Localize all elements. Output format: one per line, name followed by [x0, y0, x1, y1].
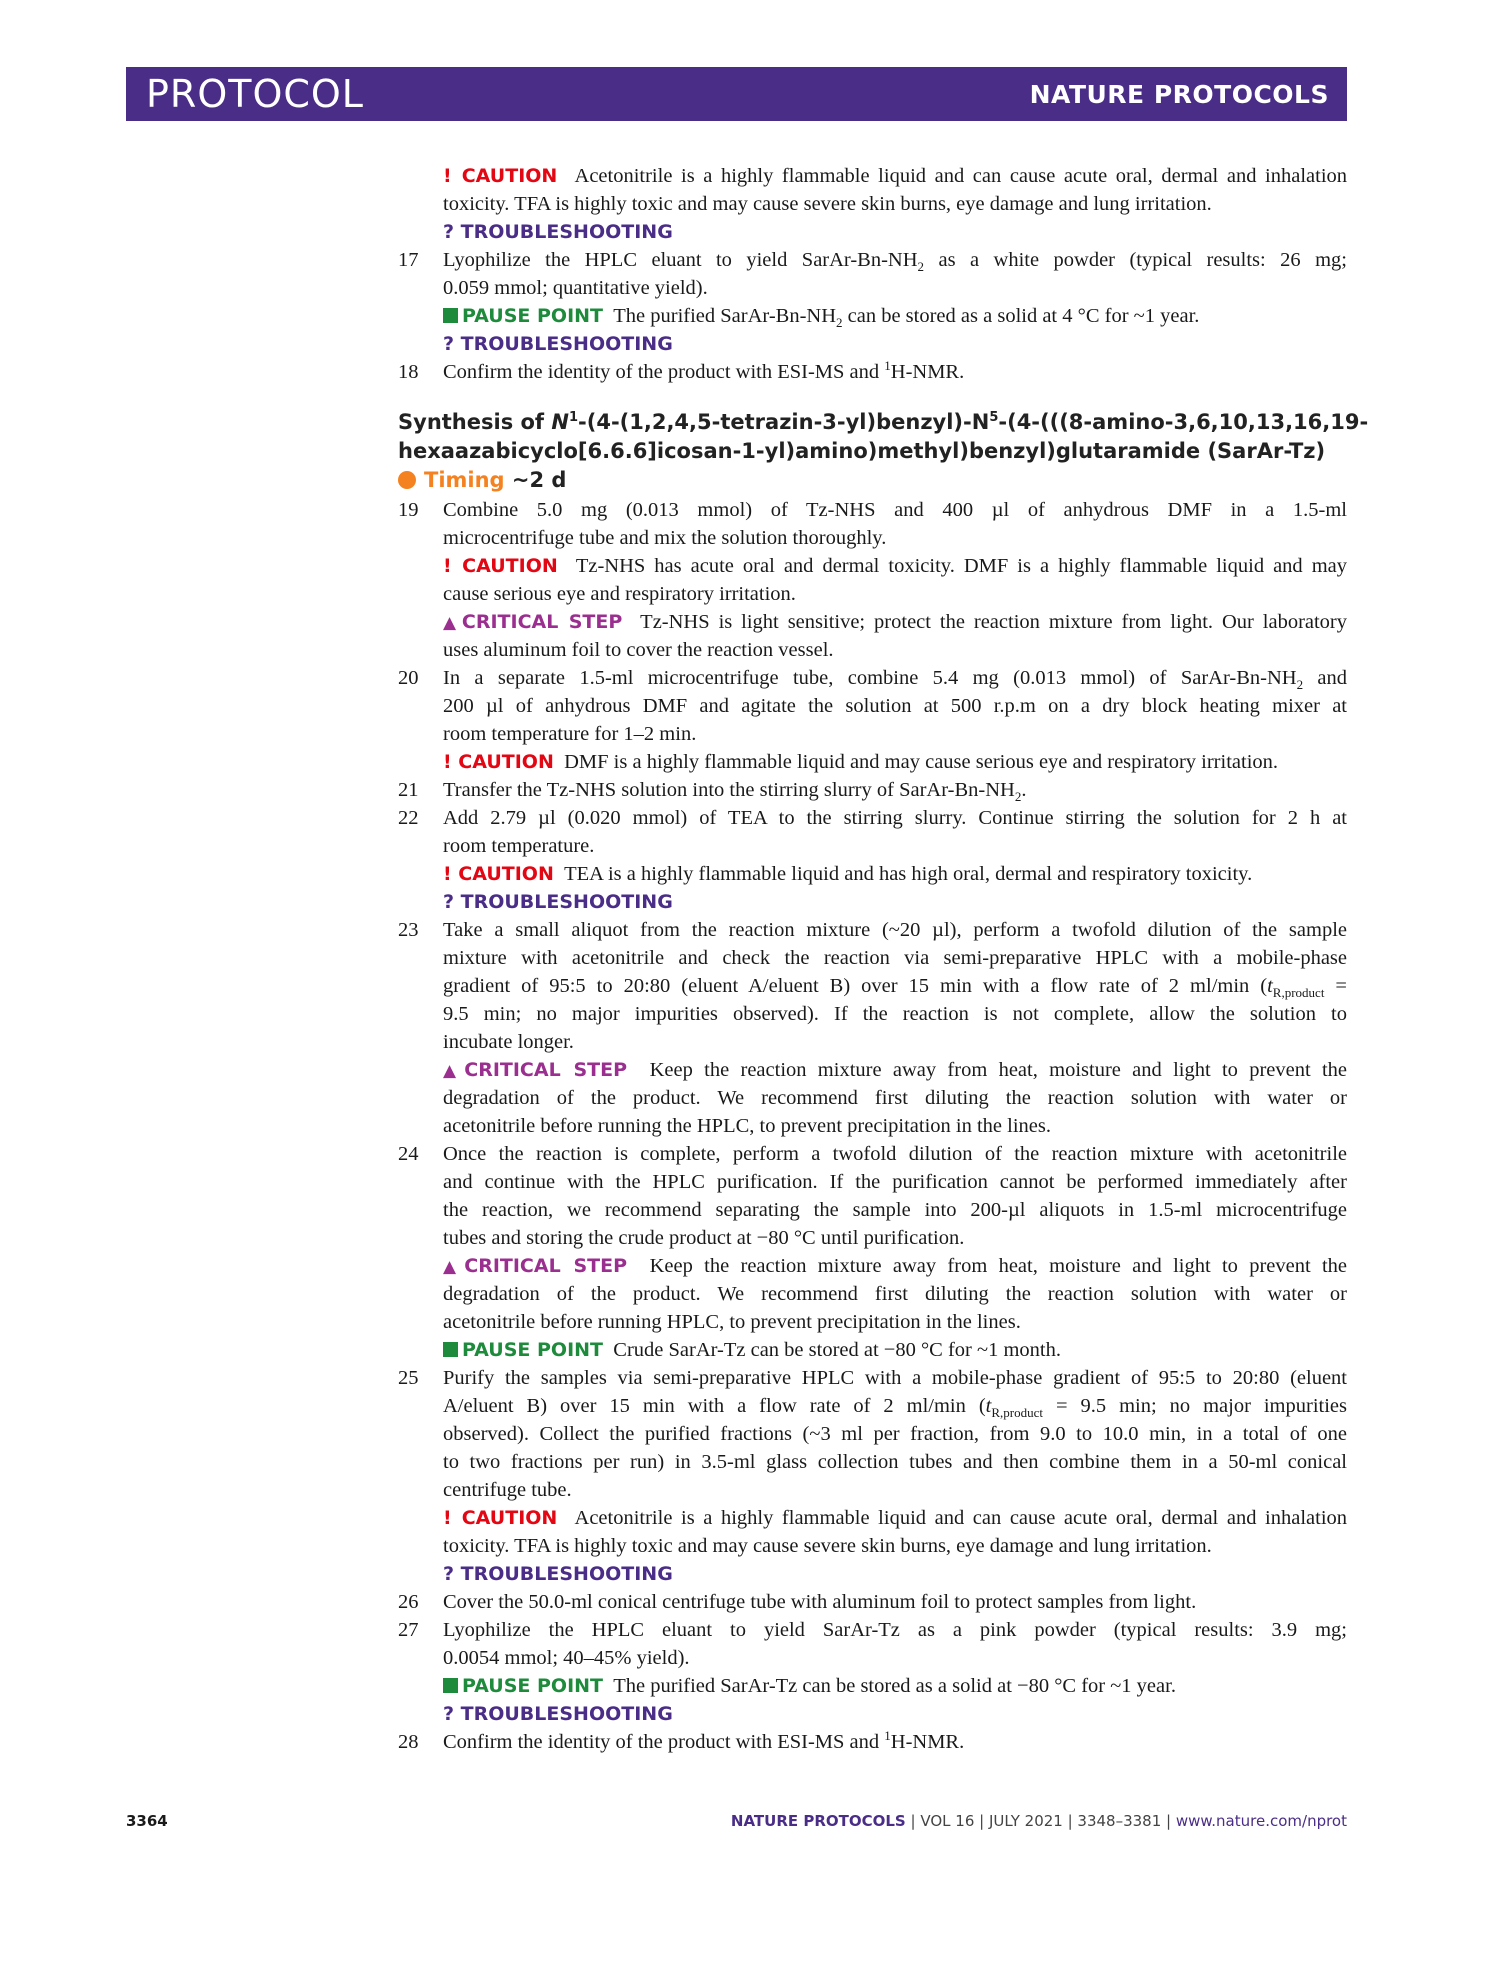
- step-number: 18: [398, 361, 419, 383]
- square-icon: [443, 1678, 458, 1693]
- critical-step-line: ▲ CRITICAL STEP Keep the reaction mixture away from heat, moisture and light to prevent the: [443, 1255, 1347, 1277]
- caution-line: ! CAUTION Acetonitrile is a highly flammable liquid and can cause acute oral, dermal and inhalation: [443, 165, 1348, 187]
- caution-label: ! CAUTION: [443, 165, 558, 187]
- troubleshooting-line: [443, 888, 1347, 916]
- step-text: 9.5 min; no major impurities observed). If the reaction is not complete, allow the solution to: [443, 1003, 1347, 1025]
- troubleshooting-line: [443, 330, 1347, 358]
- step-text: room temperature for 1–2 min.: [443, 723, 697, 745]
- step-text: In a separate 1.5-ml microcentrifuge tube, combine 5.4 mg (0.013 mmol) of SarAr-$Bn-NH_2$ and: [443, 667, 1347, 693]
- step-text: Cover the 50.0-ml conical centrifuge tube with aluminum foil to protect samples from light.: [443, 1591, 1197, 1613]
- step-text: Once the reaction is complete, perform a twofold dilution of the reaction mixture with acetonitrile: [443, 1143, 1347, 1165]
- troubleshooting-label: ? TROUBLESHOOTING: [443, 891, 673, 913]
- step-text: room temperature.: [443, 835, 595, 857]
- step-text: the reaction, we recommend separating the sample into 200-µl aliquots in 1.5-ml microcentrifuge: [443, 1199, 1347, 1221]
- troubleshooting-label: ? TROUBLESHOOTING: [443, 1703, 673, 1725]
- critical-step-line: ▲ CRITICAL STEP Keep the reaction mixture away from heat, moisture and light to prevent the: [443, 1059, 1347, 1081]
- step-number: 22: [398, 807, 419, 829]
- troubleshooting-label: ? TROUBLESHOOTING: [443, 333, 673, 355]
- troubleshooting-line: [443, 1700, 1347, 1728]
- step-text: Lyophilize the HPLC eluant to yield SarAr-$Bn-NH_2$ as a white powder (typical results: 26 mg;: [443, 249, 1347, 275]
- step-text: microcentrifuge tube and mix the solution thoroughly.: [443, 527, 887, 549]
- section-label: PROTOCOL: [146, 72, 364, 116]
- step-text: and continue with the HPLC purification. If the purification cannot be performed immediately after: [443, 1171, 1347, 1193]
- step-text: centrifuge tube.: [443, 1479, 572, 1501]
- pause-label: PAUSE POINT: [443, 1339, 603, 1361]
- step-number: 20: [398, 667, 419, 689]
- citation: NATURE PROTOCOLS | VOL 16 | JULY 2021 | 3348–3381 | www.nature.com/nprot: [730, 1812, 1347, 1830]
- step-text: Combine 5.0 mg (0.013 mmol) of Tz-NHS and 400 µl of anhydrous DMF in a 1.5-ml: [443, 499, 1347, 521]
- step-text: A/eluent B) over 15 min with a flow rate of 2 ml/min ($t_{R,product} = 9.5$ min; no major impurities: [443, 1395, 1347, 1421]
- pause-label: PAUSE POINT: [443, 305, 603, 327]
- square-icon: [443, 308, 458, 323]
- step-number: 23: [398, 919, 419, 941]
- troubleshooting-label: ? TROUBLESHOOTING: [443, 221, 673, 243]
- step-text: 0.0054 mmol; 40–45% yield).: [443, 1647, 690, 1669]
- page-number: 3364: [126, 1812, 168, 1830]
- step-text: Take a small aliquot from the reaction mixture (~20 µl), perform a twofold dilution of the sample: [443, 919, 1347, 941]
- caution-line: toxicity. TFA is highly toxic and may cause severe skin burns, eye damage and lung irritation.: [443, 193, 1212, 215]
- journal-link[interactable]: www.nature.com/nprot: [1175, 1812, 1347, 1830]
- critical-step-line: degradation of the product. We recommend first diluting the reaction solution with water or: [443, 1283, 1347, 1305]
- step-text: to two fractions per run) in 3.5-ml glass collection tubes and then combine them in a 50-ml conical: [443, 1451, 1347, 1473]
- caution-label: ! CAUTION: [443, 751, 554, 773]
- step-number: 25: [398, 1367, 419, 1389]
- timing-dot-icon: [398, 471, 416, 489]
- critical-step-line: ▲ CRITICAL STEP Tz-NHS is light sensitive; protect the reaction mixture from light. Our laboratory: [443, 611, 1348, 633]
- critical-step-line: uses aluminum foil to cover the reaction vessel.: [443, 639, 834, 661]
- journal-label: NATURE PROTOCOLS: [1029, 79, 1329, 109]
- page-header: [126, 67, 1347, 121]
- caution-line: ! CAUTION TEA is a highly flammable liquid and has high oral, dermal and respiratory toxicity.: [443, 863, 1253, 885]
- caution-line: ! CAUTION Acetonitrile is a highly flammable liquid and can cause acute oral, dermal and inhalation: [443, 1507, 1348, 1529]
- step-text: observed). Collect the purified fractions (~3 ml per fraction, from 9.0 to 10.0 min, in a total of one: [443, 1423, 1347, 1445]
- step-text: gradient of 95:5 to 20:80 (eluent A/eluent B) over 15 min with a flow rate of 2 ml/min ($t_{R,product}$ =: [443, 975, 1347, 1001]
- caution-label: ! CAUTION: [443, 555, 558, 577]
- step-number: 27: [398, 1619, 419, 1641]
- triangle-icon: ▲: [443, 613, 460, 633]
- step-number: 17: [398, 249, 419, 271]
- step-text: Add 2.79 µl (0.020 mmol) of TEA to the stirring slurry. Continue stirring the solution for 2 h at: [443, 807, 1347, 829]
- step-number: 24: [398, 1143, 419, 1165]
- caution-line: toxicity. TFA is highly toxic and may cause severe skin burns, eye damage and lung irritation.: [443, 1535, 1212, 1557]
- square-icon: [443, 1342, 458, 1357]
- caution-line: cause serious eye and respiratory irritation.: [443, 583, 796, 605]
- critical-label: ▲ CRITICAL STEP: [443, 1059, 628, 1081]
- step-number: 19: [398, 499, 419, 521]
- caution-label: ! CAUTION: [443, 1507, 558, 1529]
- step-text: Lyophilize the HPLC eluant to yield SarAr-Tz as a pink powder (typical results: 3.9 mg;: [443, 1619, 1347, 1641]
- triangle-icon: ▲: [443, 1257, 463, 1277]
- section-heading: Synthesis of $N^1-(4-(1,2,4,5-tetrazin-3-yl)benzyl)-N^5-(4-(((8-amino-3,6,10,13,16,19-$: [398, 410, 1369, 434]
- step-text: mixture with acetonitrile and check the reaction via semi-preparative HPLC with a mobile-phase: [443, 947, 1347, 969]
- pause-point-line: PAUSE POINT The purified SarAr-Tz can be stored as a solid at −80 °C for ~1 year.: [443, 1672, 1347, 1700]
- critical-step-line: acetonitrile before running the HPLC, to prevent precipitation in the lines.: [443, 1115, 1051, 1137]
- critical-step-line: acetonitrile before running HPLC, to prevent precipitation in the lines.: [443, 1311, 1021, 1333]
- critical-label: ▲ CRITICAL STEP: [443, 1255, 628, 1277]
- pause-point-line: PAUSE POINT The purified SarAr-$Bn-NH_2$ can be stored as a solid at 4 °C for ~1 year.: [443, 302, 1347, 330]
- step-text: 200 µl of anhydrous DMF and agitate the solution at 500 r.p.m on a dry block heating mixer at: [443, 695, 1347, 717]
- troubleshooting-line: [443, 218, 1347, 246]
- step-text: incubate longer.: [443, 1031, 574, 1053]
- troubleshooting-label: ? TROUBLESHOOTING: [443, 1563, 673, 1585]
- step-text: Confirm the identity of the product with ESI-MS and $^1$H-NMR.: [443, 358, 965, 383]
- timing-line: Timing ~2 d: [398, 466, 566, 495]
- caution-label: ! CAUTION: [443, 863, 554, 885]
- step-text: Purify the samples via semi-preparative HPLC with a mobile-phase gradient of 95:5 to 20:80 (eluent: [443, 1367, 1347, 1389]
- pause-point-line: PAUSE POINT Crude SarAr-Tz can be stored at −80 °C for ~1 month.: [443, 1336, 1347, 1364]
- step-text: 0.059 mmol; quantitative yield).: [443, 277, 708, 299]
- step-number: 28: [398, 1731, 419, 1753]
- caution-line: ! CAUTION DMF is a highly flammable liquid and may cause serious eye and respiratory irritation.: [443, 751, 1279, 773]
- step-number: 26: [398, 1591, 419, 1613]
- pause-label: PAUSE POINT: [443, 1675, 603, 1697]
- critical-step-line: degradation of the product. We recommend first diluting the reaction solution with water or: [443, 1087, 1347, 1109]
- troubleshooting-line: [443, 1560, 1347, 1588]
- section-heading: hexaazabicyclo[6.6.6]icosan-1-yl)amino)methyl)benzyl)glutaramide (SarAr-Tz): [398, 439, 1326, 463]
- step-text: Confirm the identity of the product with ESI-MS and $^1$H-NMR.: [443, 1728, 965, 1753]
- critical-label: ▲ CRITICAL STEP: [443, 611, 623, 633]
- triangle-icon: ▲: [443, 1061, 463, 1081]
- step-text: Transfer the Tz-NHS solution into the stirring slurry of SarAr-$Bn-NH_2$.: [443, 779, 1027, 805]
- caution-line: ! CAUTION Tz-NHS has acute oral and dermal toxicity. DMF is a highly flammable liquid and may: [443, 555, 1348, 577]
- step-text: tubes and storing the crude product at −80 °C until purification.: [443, 1227, 965, 1249]
- step-number: 21: [398, 779, 419, 801]
